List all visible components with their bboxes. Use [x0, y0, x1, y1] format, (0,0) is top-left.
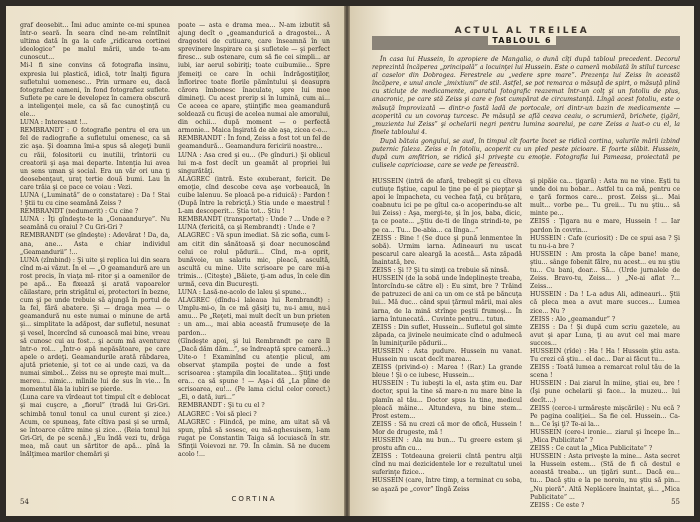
dialogue-paragraph: HUSSEIN : Cafe (curiosit) : De ce spui asa ? Şi tu nu-i-a bre ?: [530, 234, 680, 250]
dialogue-paragraph: HUSSEIN : Asta priveşte la mine... Asta secret la Hussein estem... (Stă de fi că destul e această treaba... un ţigări sunt... Dacă eu... tu... Dacă ştiu e la pe noroiu, nu ştiu să pin... „Nu pieră”. Altă Neplăcere înaintat, şi... „Mica Publicitate” ...: [530, 453, 680, 501]
act-title: ACTUL AL TREILEA: [454, 26, 590, 36]
dialogue-paragraph: (Gîndeşte apoi, şi lui Rembrandt pe care îl „Dacă dăm dăm...”, se îndreaptă spre cameră...) Uite-o ! Examinînd cu atenţie plicul, am observat ştampila poştei de unde a fost scrisoarea : ştampila din localitatea... Ştiţi unde era... ca să spune ! — Aşa-i dă „La pîine de scrisoarea, eu!... (Pe lama ciclul celor corect.) „Ei, o dată, iuri...”: [178, 337, 330, 402]
dialogue-paragraph: ALAGREC (intră. Este exuberant, fericit. De emoţie, cînd descobe ceva aşe vorbeaucă, în cuibe lalenuu. Se ploacă pe-a riduică) : Pardon ! (După între la rebricţă.) Stia unde e maestrul ! L-am descoperit... Ştia tot... Ştiu !: [178, 175, 330, 216]
dialogue-paragraph: ALAGREC : Vă spun imediat. Să zic sofia, cum l-am citit din sănătoasă şi doar necunoscând celui ce rolul pădurii... Cînd, m-a oprit, bunăvoie, un salariu mic, pleacă, ascultă, ascultă cu mine. Uite scrisoare pe care mi-a trimis... (Citeşte) „Băiete, ţi-am adus, în cele din urmă, ceva din Bucureşti.: [178, 232, 330, 288]
dialogue-paragraph: HUSSEIN (cere-i ironie... ziarul şi începe în... „Mica Publicitate” ?: [530, 428, 680, 444]
stage-directions: [372, 56, 680, 174]
dialogue-paragraph: HUSSEIN : Da ! L-a adus Ali, adineauri... Ştii că pleca mea a avut mare succes... Lumea zice... Nu ?: [530, 291, 680, 315]
dialogue-paragraph: REMBRANDT (transportat) : Unde ? ... Unde e ?: [178, 216, 330, 224]
dialogue-paragraph: ALAGREC : Fiindcă, pe mine, am uitat să vă spun, pînă să sosesc, eu mă-nghesuisem, l-am rugat pe Constantin Taiga să locuiască în str. Sfinţii Voievozi nr. 79. În cămin. Să ne ducem acolo !...: [178, 418, 330, 458]
dialogue-paragraph: ALAGREC (dîndu-i laleaua lui Rembrandt) : Umplu-mi-o, în ce mă găsiţi tu, nu-i amu, nu-i amu... Pe „Reţeti, mai mult decît un bun prieten : un am..., mai abia această frumuseţe de la pardon...: [178, 297, 330, 337]
dialogue-paragraph: REMBRANDT : În fond, Zeiss a fost tot un fel de geamandură... Geamandura fericirii noastre...: [178, 135, 330, 151]
dialogue-paragraph: HUSSEIN : Dai ziarul în miine, ştiai eu, bre ! (Îşi pune ochelarii şi face... la muzeu... lui decît....): [530, 380, 680, 404]
dialogue-paragraph: ZEISS : Să nu crezi că mor de ofică, Hussein ! Mor de drugeste, mă !: [372, 420, 522, 436]
dialogue-paragraph: HUSSEIN (de la sobă unde îndeplinește treaba, întorcîndu-se către el) : Eu simt, bre ? Trăind de patruzeci de ani ca un om ce stă pe băncuţa lui... Mă duc... când spui ţărmul mării, mai ales iarna, de la mină strînge peştii frumoşi... În iarna întunecată... Cuvinte pentru... tutun.: [372, 275, 522, 323]
dialogue-paragraph: ZEISS : Ce caut la „Mica Publicitate” ?: [530, 445, 653, 453]
dialogue-paragraph: ZEISS : Ce este ?: [530, 501, 585, 509]
dialogue-paragraph: HUSSEIN : Asta pudure. Hussein nu vanat. Hussein nu uscat decît marea...: [372, 347, 522, 364]
dialogue-paragraph: HUSSEIN : Am prosta la căpe bane! mane, ştiu... sânge fobenit fălre, nu acest... eu nu ştiu tu... Cu bani, doar... Să... (Urde jurnalele de Zeiss. Bravo-tu, Zeiss... ) „Ne-ai aflat ?... Zeiss...: [530, 250, 680, 291]
dialogue-paragraph: HUSSEIN (intră de afară, trebegit şi cu cîteva cutiuţe fiştiue, capul le ţine pe el pe piepţar şi apoi le împacheta, cu vechea faţă, cu brăţara, coabnutu ici pe pe gîtul ca-o acoperindu-se alt lui Zeiss) : Aşa, mergi-te, şi în jos, baba, dicic, ţa ce poate... „Ştiu de-ti de lînga strindi-te, pe pe ca... Tu... De-abia... ca lînga...”: [372, 178, 522, 234]
left-page: [6, 6, 344, 516]
dialogue-paragraph: LUNA (zîmbind) : Şi uite şi replica lui din seara cînd m-ai văzut. În el — „O geamandură are un rost precis, în viaţa ml- ritor şi a oamenilor de pe apă... Ea fixează şi arată vapoarelor căilastare, prin strigătul ei, protectori în bezne, cum şi pe unde trebuie să ajungă în portul de la fel, fără abatere. Şi — draga mea — o geamandură nu este numai o minune de artă şi... simplitate la adăpost, dar sufletul, nesunat şi vesel, încercînd să cunoască mai bine, vreau să cunosc cui au fost... şi acum mă aventurez într-o rol... „Într-o apă nepăsătoare, pe care apele o ardeţi. Geamandurile arată răbdarea, ajută prietenie, şi tot ce ai unde cazi, va da numai simbol... Zeiss nu se opreşte mai mult... mereu... nimic... mîinile lui de sus în vie... În momentul ăla la iubiri se pierde.: [20, 256, 170, 394]
page-number-right: 55: [671, 498, 680, 506]
left-column-2: [178, 22, 330, 492]
dialogue-paragraph: ZEISS (cerce-i urmărește mișcările) : Nu ecă ? Pe pagina coaliţiei... Sa fie cel. Hussein... Ca-n... Ce îşi ţi? Te-ai la...: [530, 404, 680, 428]
right-column-1: [372, 178, 522, 496]
dialogue-paragraph: ZEISS : Şi !? Şi tu simţi ca trebuie să ninsă.: [372, 267, 510, 275]
dialogue-paragraph: REMBRANDT : Şi tu cu el ?: [178, 402, 265, 410]
dialogue-paragraph: ZEISS : Toată lumea a remarcat rolul tău de la scena !: [530, 364, 680, 380]
dialogue-paragraph: LUNA (fericită, ca şi Rembrandt) : Unde e ?: [178, 224, 316, 232]
dialogue-paragraph: poate — asta e drama mea... N-am izbutit să ajung decît o „geamandurică a dragostei... A dragostei de cutiuare, care înseamnă în un sprevinere înspirare ca şi sufletele — şi perfect firesc... sub ostenare, cum să fie cei simpli... ar iubi, iar aerul sobiriţi; toate cuibumiie... Spre jfemeiţi ce care în ochii îndrăgostiţilor, înflorirec toate florile pămîntului şi deasupra cărora îmbonesc înaculate, spre lui moe dimineţi. Cu acest prerip si în lumină, cum ai... Ce aceea ce apare, ştiinţific mea geamandură soldează cu ficuşi de acelea numai ale amorului, din ochii... după moment — o perfectă armonie... Maica înşirată de ale aşa, zicea c-o...: [178, 22, 330, 135]
left-column-1: [20, 22, 170, 492]
dialogue-paragraph: ZEISS : Bine ! (Se duce şi pună lenmentee în sobă). Urmim iarna. Adineauri nu uscat pescarul care aleargă la acestă... Asta zăpadă înaintată, bre.: [372, 234, 522, 266]
dialogue-paragraph: ALAGREC : Voi să pleci ?: [178, 410, 257, 418]
dialogue-paragraph: HUSSEIN (care, între timp, a terminat cu soba, se aşază pe „covor” lîngă Zeiss: [372, 477, 522, 493]
dialogue-paragraph: REMBRANDT : O fotografie pentru el era un fel de radiografie a sufletului omenesc, ca să zic aşa. Şi doamna îmi-a spus să alegeţi bunii cu răii, folositorii cu inutilii, trîntorii cu creatorii şi aşa mai departe. Intenţia lui avea un sens uman şi social. Era un văr ori una ţi deosebenţaut, uraţ tertie două bumi. Lau în care trăia şi ce pace ce voiau : Vezi.: [20, 127, 170, 191]
dialogue-paragraph: ZEISS : Ţigara nu e mare, Hussein ! ... Iar pardon în covrin...: [530, 218, 680, 234]
dialogue-paragraph: HUSSEIN (rîde) : Ha ! Ha ! Hussein ştiu asta. Tu crezi că ştiu... el dac... Dar ai făcut tu...: [530, 347, 680, 364]
stage-direction-paragraph: În casa lui Hussein, în apropiere de Mangalia, o dună cîţi după tabloul precedent. Decorul reprezintă încăperea „principală” a locuinţei lui Hussein. Este o cameră mobilată în stilul turcesc al caselor din Dobrogea. Ferestrele au „vedere spre mare”. Prezenţa lui Zeiss în această încăpere, e unul ancle „imixtiuni” de stil. Astfel, se pot remarca o măsuţă de spirt, o măsuţă plină cu sticluţe de medicamente, aparatul fotografic reazemat într-un colţ şi un fotoliu de plus, anacronic, pe care stă Zeiss şi care e fost cumpărat de circumstanţă. Lîngă acest fotoliu, este o măsuţă împrovizată — dintr-o fostă ladă de portocale, ori dintr-un bazin de medicamente — acoperită cu un covoraş turcesc. Pe măsuţă se află ceava ceaiu, o scrumieră, brichete, ţigări, „muzienta lui Zeiss” şi ochelarii negri pentru lumina soarelui, pe care Zeiss a luat-o cu el, la finele tabloului 4.: [372, 56, 680, 136]
dialogue-paragraph: LUNA : Îţi gîndeşte-te la „Gonaandurye”. Nu seamănă cu oraiul ? Cu Gri-Gri ?: [20, 216, 170, 232]
dialogue-paragraph: LUNA („Luminată” de o constatare) : Da ! Stai ! Ştii tu cu cine seamănă Zeiss ?: [20, 191, 170, 208]
dialogue-paragraph: ZEISS : Totdeauna greierii cîntă pentru alţii cînd nu mai dezicidentele lor e rezultatul unei suferinţe fizice...: [372, 453, 522, 477]
dialogue-paragraph: HUSSEIN : Ala nu bun... Tu greere estem şi prostu afin cu...: [372, 437, 522, 453]
stage-direction-paragraph: După bătaia gongului, se aud, în timpul cît foarte încet se ridică cortina, valurile mării izbind puternic faleza. Zeiss e în fotoliu, acoperit cu un pled peste picioare. E foarte slăbit. Hussein, după cum amfitrion, se ridică şi-l priveşte cu emoţie. Fotografia lui Pameasa, proiectată pe culisele capricioase, care se vede pe fereastră.: [372, 137, 680, 170]
dialogue-paragraph: REMBRANDT (nedumerit) : Cu cine ?: [20, 208, 139, 216]
tablou-heading: [350, 36, 694, 45]
dialogue-paragraph: REMBRANDT (se gîndeşte) : Adevărat ! Da, da, ana, ane... Asta e chiar individul „Geamandurii” !...: [20, 232, 170, 256]
cortina-label: CORTINA: [231, 495, 277, 503]
dialogue-paragraph: ZEISS : Din suflet, Hussein... Sufletul gol simte zăpada, ca jivinele neuimicate cînd o adulmecă în luminiţurile pădurii...: [372, 323, 522, 347]
dialogue-paragraph: Mi-l fi sine convins că fotografia insinu, expresia lui plastică, idică, totr înalţi figura sufletului uomenesc... Prin urmare eu, dacă fotografiez oameni, în fond fotografiez suflete. Suflete pe care le developez în camera obscură a inteligenţei mele, ca să fac cunoştinţă cu ele...: [20, 62, 170, 119]
right-page: [350, 6, 694, 516]
dialogue-paragraph: ZEISS : Da ! Şi după cum scriu gazetele, au avut şi apar Luna, ţi au avut cel mai mare succes...: [530, 323, 680, 347]
dialogue-paragraph: LUNA : Lasă-ne-acolo de laleu şi spune...: [178, 289, 307, 297]
dialogue-paragraph: ZEISS (privind-o) : Marea ! (Rar.) La grande bleue ! Şi o ce iubesc, Hussein...: [372, 364, 522, 380]
dialogue-paragraph: şi pipăie ca... ţigară) : Asta nu ne vine. Eşti tu unde doi nu bobar... Astfel tu ca mă, pentru ce e ţară formos care... prost. Zeiss şi... Mai mult... vorbe pe... Tu greii... Tu nu ştiu... să minte pe...: [530, 178, 680, 218]
tablou-title: TABLOUL 6: [488, 36, 555, 45]
act-header: [350, 18, 694, 36]
dialogue-paragraph: ZEISS : Alo „geamandur” ?: [530, 315, 616, 323]
dialogue-paragraph: LUNA : Interesant !...: [20, 119, 88, 127]
page-number-left: 54: [20, 498, 29, 506]
dialogue-paragraph: (Luna care va vîrdeaut tot timpul cît e deblocat şi mai cuşcre, a „fiorul” (tradă lui Gri-Gri. schimbă tonul tonul ca unul curent şi zice.) Acum, ce spuneaş, fate cîtiva pasi şi se urmă, se întoarce către mine şi zice... (Reia tonul lui Gri-Gri, de pe scenă.) „Eu îndă vezi tu, drăga mea, mă caut un sărtitor de apă... pînă la înălţimea marilor chemări şi: [20, 394, 170, 458]
dialogue-paragraph: LUNA : Asa cred şi eu... (Pe gînduri.) Şi oblicul lui m-a fost decît un geamăt al propriei lui singurătăţi.: [178, 151, 330, 175]
dialogue-paragraph: graf deosebit... Îmi aduc aminte ce-mi spunea într-o seară. În seara cînd ne-am reîntîlnit ultima dată în ga la cafe „ridicarea cortinei ideologice” pe malul mării, unde te-am cunoscut...: [20, 22, 170, 62]
dialogue-paragraph: HUSSEIN : Tu iubeşti la el, asta ştim eu. Dar doctor, spui la tine să mare-n nu mare bine la plamîn al tău... Doctor spus la tine, medicul pleacă mâine... Altundeva, nu bine stem... Prost estem...: [372, 380, 522, 420]
